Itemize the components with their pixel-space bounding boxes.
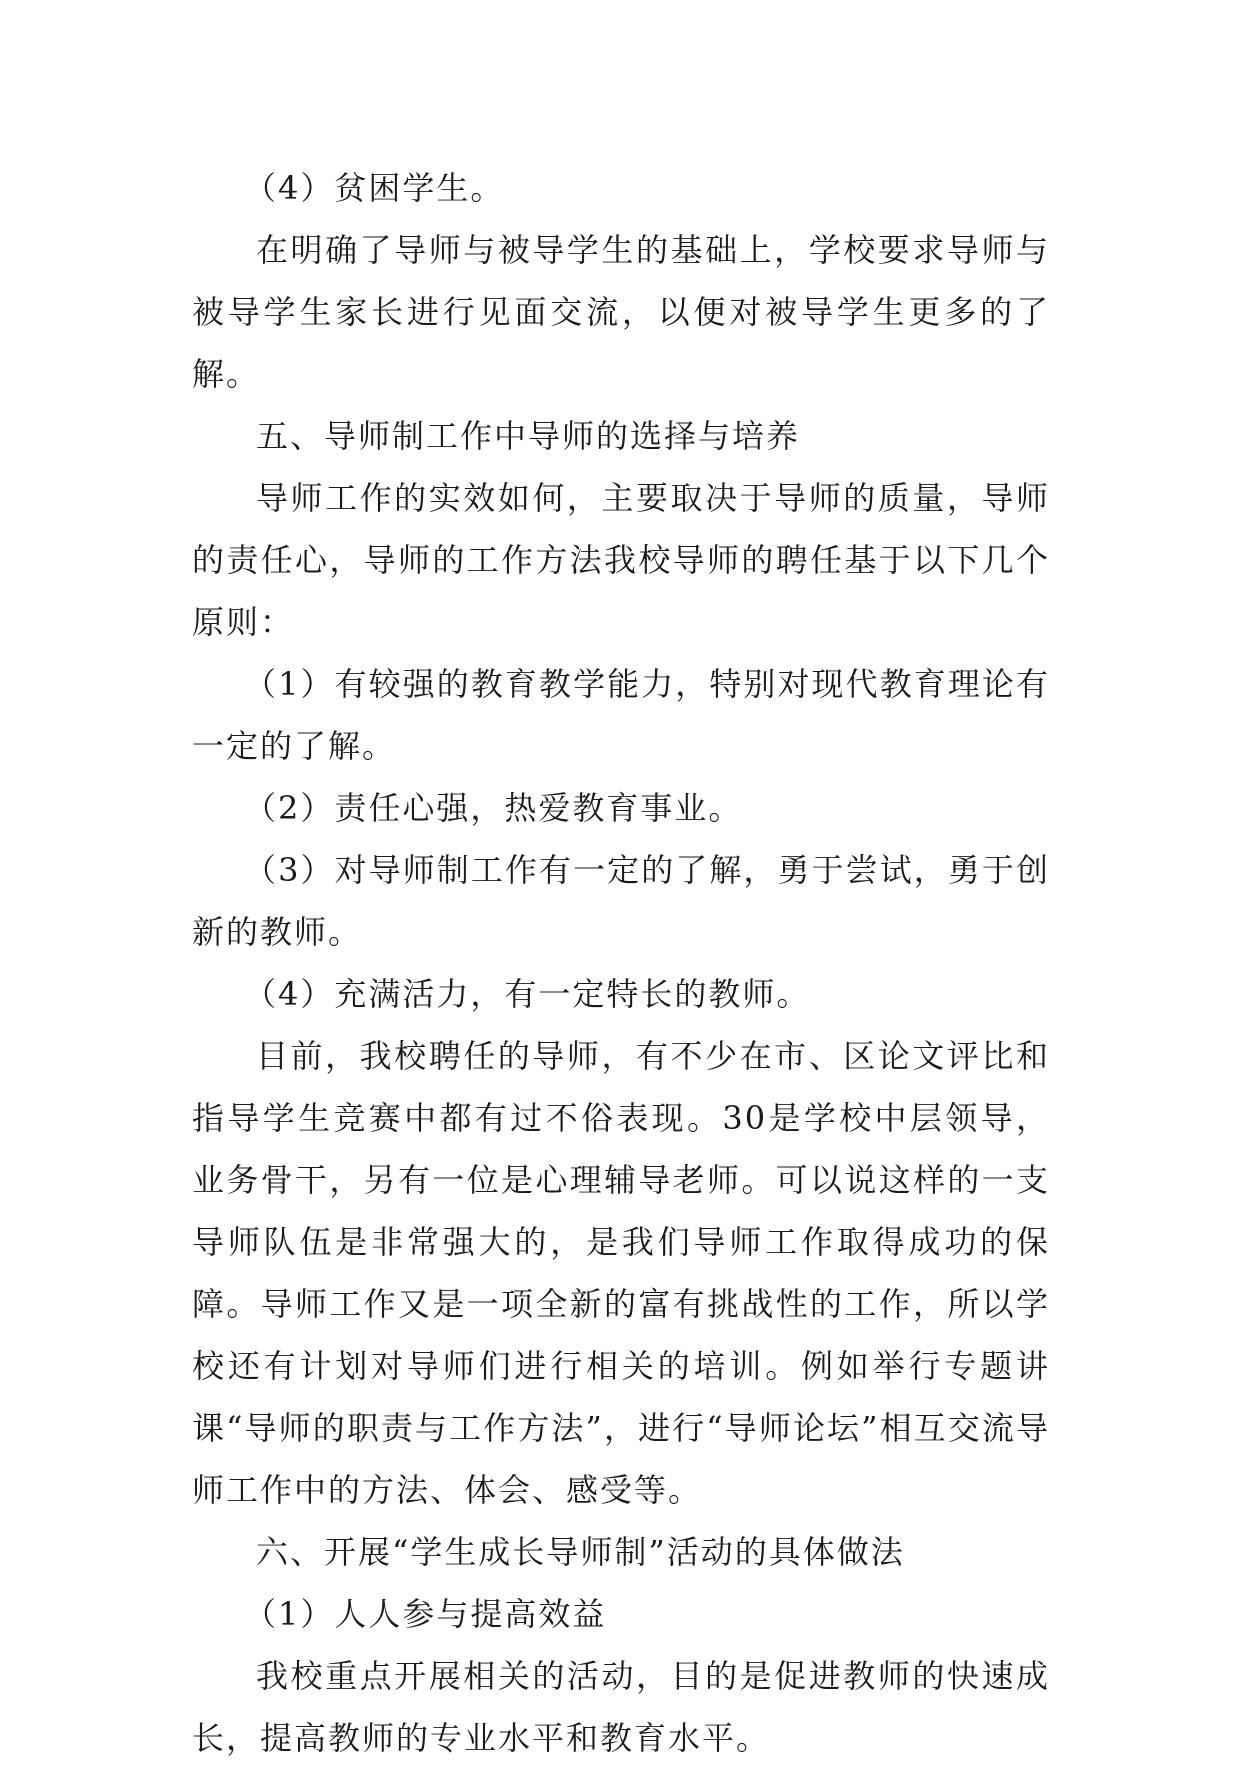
list-item-responsibility: （2）责任心强，热爱教育事业。 xyxy=(244,789,743,827)
list-item-vitality: （4）充满活力，有一定特长的教师。 xyxy=(244,975,811,1013)
document-body xyxy=(192,157,1050,1769)
list-item-poor-students: （4）贫困学生。 xyxy=(244,169,505,207)
list-item-participation: （1）人人参与提高效益 xyxy=(244,1595,607,1633)
section-heading-six: 六、开展“学生成长导师制”活动的具体做法 xyxy=(256,1533,905,1571)
list-item-teaching-ability: （1）有较强的教育教学能力，特别对现代教育理论有一定的了解。 xyxy=(192,665,1050,765)
paragraph-current-mentors: 目前，我校聘任的导师，有不少在市、区论文评比和指导学生竞赛中都有过不俗表现。30是学校中层领导，业务骨干，另有一位是心理辅导老师。可以说这样的一支导师队伍是非常强大的，是我们导师工作取得成功的保障。导师工作又是一项全新的富有挑战性的工作，所以学校还有计划对导师们进行相关的培训。例如举行专题讲课“导师的职责与工作方法”，进行“导师论坛”相互交流导师工作中的方法、体会、感受等。 xyxy=(192,1037,1050,1509)
paragraph-activities: 我校重点开展相关的活动，目的是促进教师的快速成长，提高教师的专业水平和教育水平。 xyxy=(192,1657,1050,1757)
section-heading-five: 五、导师制工作中导师的选择与培养 xyxy=(256,417,801,455)
list-item-innovation: （3）对导师制工作有一定的了解，勇于尝试，勇于创新的教师。 xyxy=(192,851,1050,951)
paragraph-mentor-principles: 导师工作的实效如何，主要取决于导师的质量，导师的责任心，导师的工作方法我校导师的聘任基于以下几个原则： xyxy=(192,479,1050,641)
paragraph-parent-meeting: 在明确了导师与被导学生的基础上，学校要求导师与被导学生家长进行见面交流，以便对被导学生更多的了解。 xyxy=(192,231,1050,393)
